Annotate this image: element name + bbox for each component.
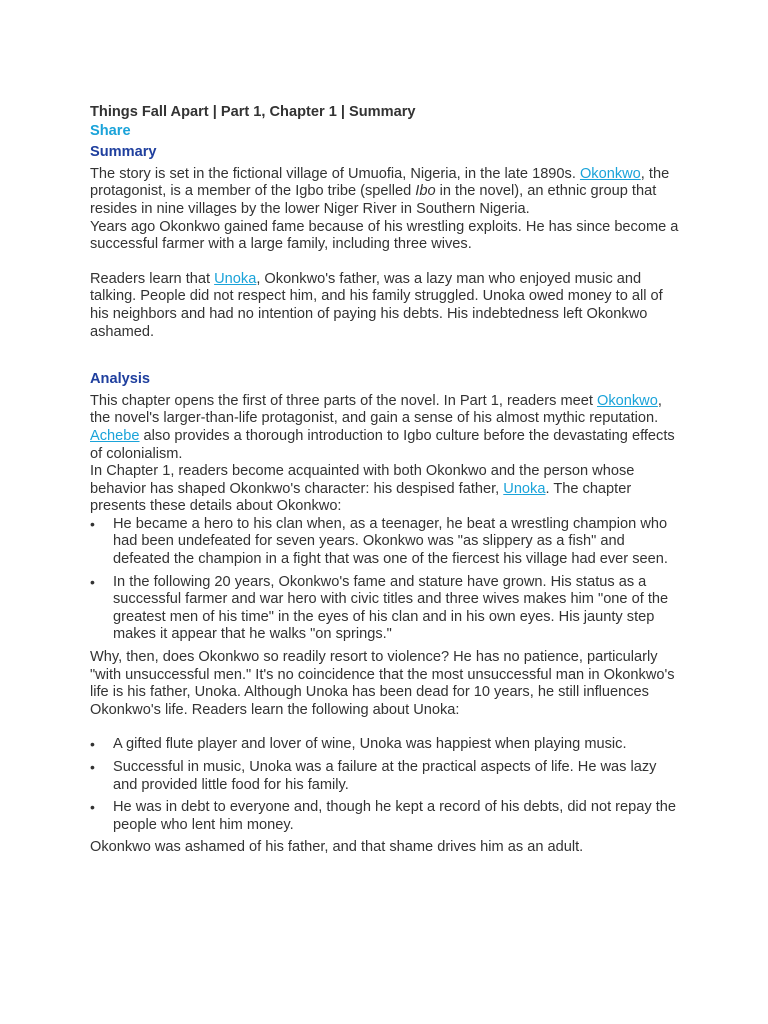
summary-heading: Summary — [90, 144, 157, 161]
list-item: • In the following 20 years, Okonkwo's fame and stature have grown. His status as a successful farmer and war hero with civic titles and three wives makes him "one of the greatest men of his time" in the eyes of his clan and in his own eyes. His jaunty step makes it appear that he walks "on springs." — [90, 573, 669, 643]
summary-paragraph-3: Readers learn that Unoka, Okonkwo's father, was a lazy man who enjoyed music and talking. People did not respect him, and his family struggled. Unoka owed money to all of his neighbors and had no intention of paying his debts. His indebtedness left Okonkwo ashamed. — [90, 270, 663, 340]
list-item: • A gifted flute player and lover of wine, Unoka was happiest when playing music. — [90, 736, 627, 753]
list-item: • He was in debt to everyone and, though he kept a record of his debts, did not repay the people who lent him money. — [90, 799, 677, 833]
summary-paragraph-2: Years ago Okonkwo gained fame because of his wrestling exploits. He has since become a successful farmer with a large family, including three wives. — [90, 218, 679, 253]
bullet-icon: • — [90, 573, 95, 590]
document-page — [90, 104, 682, 857]
achebe-link[interactable]: Achebe — [90, 427, 140, 444]
analysis-paragraph-1: This chapter opens the first of three parts of the novel. In Part 1, readers meet Okonkwo, the novel's larger-than-life protagonist, and gain a sense of his almost mythic reputation. Achebe also provides a thorough introduction to Igbo culture before the devastating effects of colonialism. — [90, 392, 675, 462]
okonkwo-details-list — [90, 516, 682, 644]
summary-paragraph-1: The story is set in the fictional village of Umuofia, Nigeria, in the late 1890s. Okonkwo, the protagonist, is a member of the Igbo tribe (spelled Ibo in the novel), an ethnic group that resides in nine villages by the lower Niger River in Southern Nigeria. — [90, 165, 670, 217]
bullet-icon: • — [90, 736, 95, 753]
okonkwo-link[interactable]: Okonkwo — [579, 165, 641, 182]
analysis-heading: Analysis — [90, 371, 151, 388]
analysis-closing: Okonkwo was ashamed of his father, and that shame drives him as an adult. — [90, 839, 584, 856]
list-item: • He became a hero to his clan when, as a teenager, he beat a wrestling champion who had been undefeated for seven years. Okonkwo was "as slippery as a fish" and defeated the champion in a fight that was one of the fiercest his village had ever seen. — [90, 515, 668, 568]
unoka-details-list — [90, 736, 682, 834]
list-item: • Successful in music, Unoka was a failure at the practical aspects of life. He was lazy and provided little food for his family. — [90, 759, 657, 793]
share-link[interactable]: Share — [90, 122, 131, 139]
bullet-icon: • — [90, 759, 95, 775]
unoka-link[interactable]: Unoka — [214, 270, 257, 287]
unoka-link[interactable]: Unoka — [503, 480, 546, 497]
okonkwo-link[interactable]: Okonkwo — [597, 392, 658, 409]
analysis-paragraph-2: In Chapter 1, readers become acquainted with both Okonkwo and the person whose behavior has shaped Okonkwo's character: his despised father, Unoka. The chapter presents these details about Okonkwo: — [90, 463, 635, 515]
document-title: Things Fall Apart | Part 1, Chapter 1 | Summary — [90, 104, 416, 120]
bullet-icon: • — [90, 799, 95, 816]
analysis-paragraph-3: Why, then, does Okonkwo so readily resort to violence? He has no patience, particularly "with unsuccessful men." It's no coincidence that the most unsuccessful man in Okonkwo's life is his father, Unoka. Although Unoka has been dead for 10 years, he still influences Okonkwo's life. Readers learn the following about Unoka: — [90, 649, 675, 718]
bullet-icon: • — [90, 515, 95, 532]
